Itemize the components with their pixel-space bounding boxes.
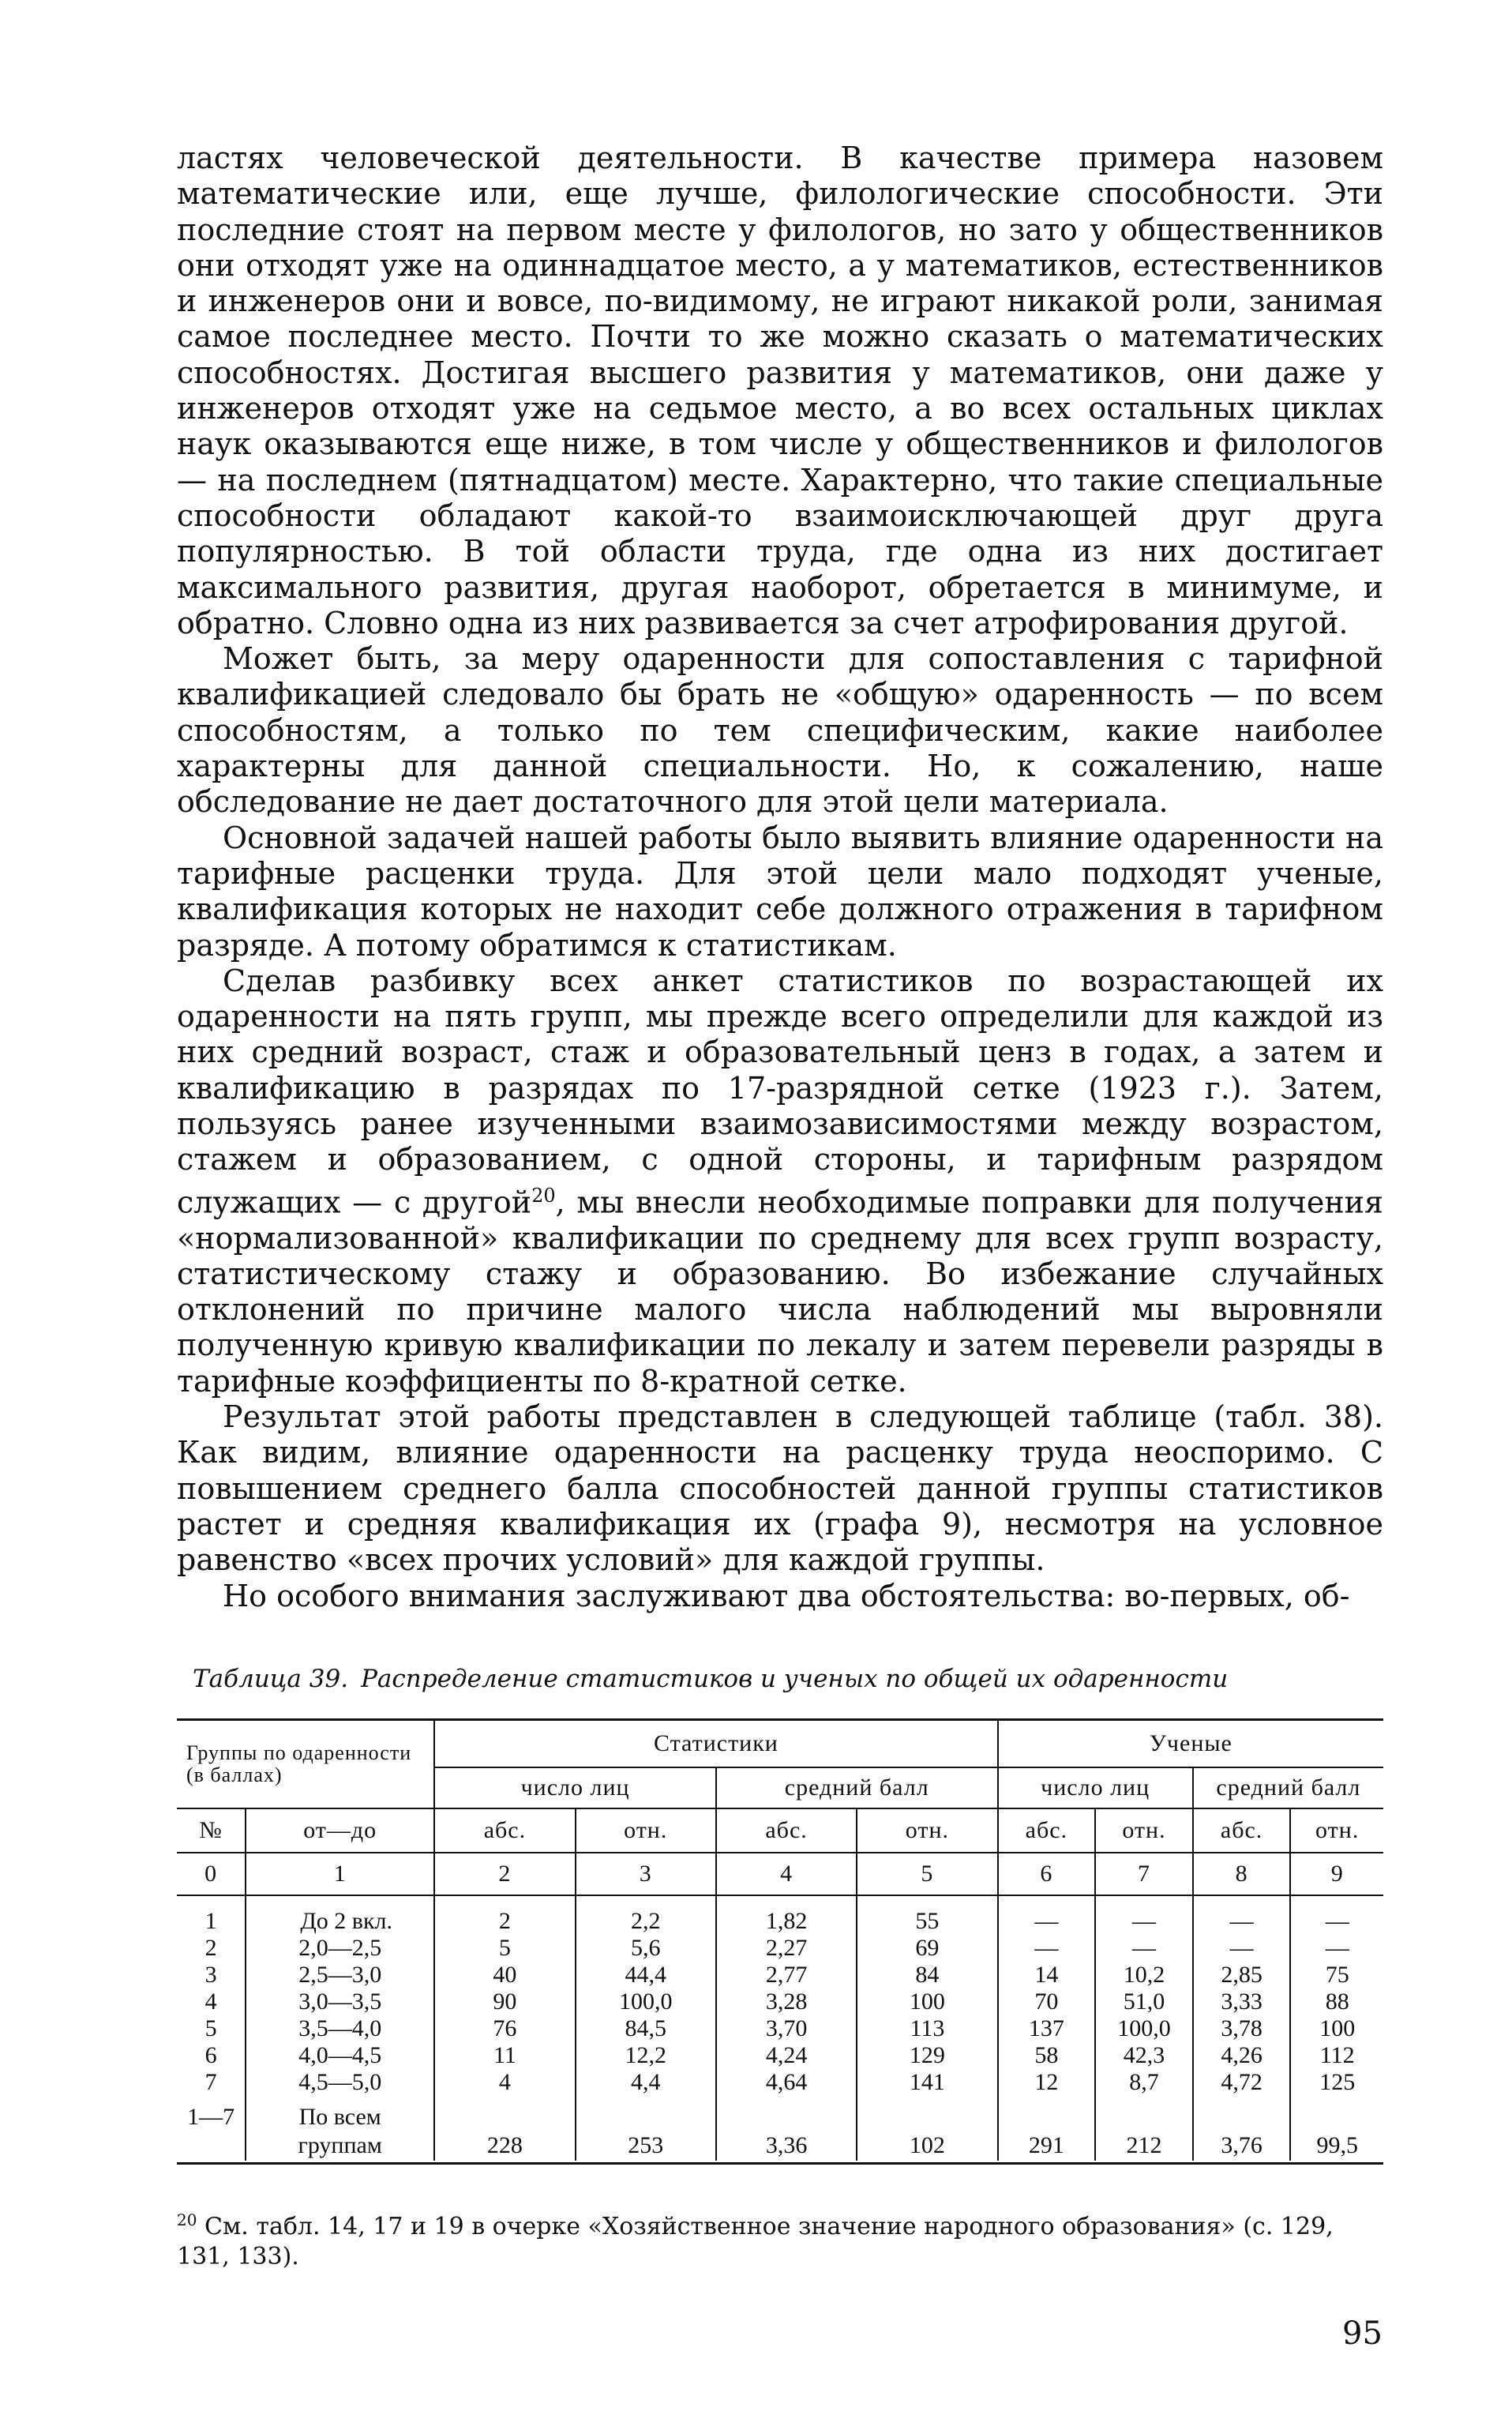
table-cell: 4,0—4,5 xyxy=(246,2042,434,2069)
header-abs: абс. xyxy=(1193,1808,1291,1853)
header-rel: отн. xyxy=(1290,1808,1383,1853)
column-number: 6 xyxy=(998,1853,1096,1895)
total-label: группам xyxy=(246,2131,434,2161)
column-number: 9 xyxy=(1290,1853,1383,1895)
table-row-total xyxy=(177,2096,1383,2131)
table-cell: 253 xyxy=(576,2131,716,2161)
table-cell: 3,78 xyxy=(1193,2015,1291,2042)
table-cell: 291 xyxy=(998,2131,1096,2161)
header-avg: средний балл xyxy=(1193,1767,1383,1808)
table-row xyxy=(177,1962,1383,1988)
column-number: 7 xyxy=(1095,1853,1193,1895)
paragraph: ластях человеческой деятельности. В качестве примера назовем математические или, еще лучше, филологические способности. Эти последние стоят на первом месте у филологов, но зато у общественников они отходят уже на одиннадцатое место, а у математиков, естественников и инженеров они и вовсе, по-видимому, не играют никакой роли, занимая самое последнее место. Почти то же можно сказать о математических способностях. Достигая высшего развития у математиков, они даже у инженеров отходят уже на седьмое место, а во всех остальных циклах наук оказываются еще ниже, в том числе у общественников и филологов — на последнем (пятнадцатом) месте. Характерно, что такие специальные способности обладают какой-то взаимоисключающей друг друга популярностью. В той области труда, где одна из них достигает максимального развития, другая наоборот, обретается в минимуме, и обратно. Словно одна из них развивается за счет атрофирования другой. xyxy=(177,141,1383,640)
table-cell: 4,4 xyxy=(576,2069,716,2096)
table-cell: — xyxy=(1325,1934,1349,1961)
table-cell: 88 xyxy=(1325,1988,1349,2015)
table-cell: 8,7 xyxy=(1095,2069,1193,2096)
table-cell: 1 xyxy=(177,1908,246,1935)
table-cell: 5,6 xyxy=(576,1935,716,1962)
table-cell: 76 xyxy=(434,2015,575,2042)
table-cell: 212 xyxy=(1095,2131,1193,2161)
table-cell: 44,4 xyxy=(576,1962,716,1988)
header-count: число лиц xyxy=(434,1767,716,1808)
table-cell: 100 xyxy=(1319,2015,1356,2041)
header-statisticians: Статистики xyxy=(434,1720,997,1767)
table-cell: 5 xyxy=(177,2015,246,2042)
table-cell: 2,5—3,0 xyxy=(246,1962,434,1988)
table-cell: 102 xyxy=(857,2131,997,2161)
table-cell: 2,27 xyxy=(716,1935,857,1962)
paragraph-text: Сделав разбивку всех анкет статистиков по возрастающей их одаренности на пять групп, мы прежде всего определили для каждой из них средний возраст, стаж и образовательный ценз в годах, а затем и квалификацию в разрядах по 17-разрядной сетке (1923 г.). Затем, пользуясь ранее изученными взаимозависимостями между возрастом, стажем и образованием, с одной стороны, и тарифным разрядом служащих — с другой xyxy=(177,963,1383,1220)
header-abs: абс. xyxy=(434,1808,575,1853)
footnote xyxy=(177,2205,1383,2272)
table-cell: 3,70 xyxy=(716,2015,857,2042)
table-cell: — xyxy=(1193,1935,1291,1962)
table-cell: 3 xyxy=(177,1962,246,1988)
table-cell: — xyxy=(1193,1908,1291,1935)
header-scientists: Ученые xyxy=(998,1720,1383,1767)
table-cell: 99,5 xyxy=(1316,2131,1358,2158)
table-cell: 7 xyxy=(177,2069,246,2096)
table-cell: 2 xyxy=(177,1935,246,1962)
table-row-total xyxy=(177,2131,1383,2161)
paragraph: Но особого внимания заслуживают два обстоятельства: во-первых, об- xyxy=(223,1578,1350,1613)
table-cell: 4 xyxy=(434,2069,575,2096)
table-cell: 51,0 xyxy=(1095,1988,1193,2015)
table-body xyxy=(177,1895,1383,2164)
table-cell: 4 xyxy=(177,1988,246,2015)
table-row xyxy=(177,2069,1383,2096)
paragraph-text: , мы внесли необходимые поправки для получения «нормализованной» квалификации по среднему для всех групп возрасту, статистическому стажу и образованию. Во избежание случайных отклонений по причине малого числа наблюдений мы выровняли полученную кривую квалификации по лекалу и затем перевели разряды в тарифные коэффициенты по 8-кратной сетке. xyxy=(177,1185,1383,1399)
table-cell: 40 xyxy=(434,1962,575,1988)
paragraph: Основной задачей нашей работы было выявить влияние одаренности на тарифные расценки труда. Для этой цели мало подходят ученые, квалификация которых не находит себе должного отражения в тарифном разряде. А потому обратимся к статистикам. xyxy=(177,820,1383,963)
header-count: число лиц xyxy=(998,1767,1193,1808)
table-row xyxy=(177,1908,1383,1935)
table-cell: 12,2 xyxy=(576,2042,716,2069)
table-cell: 55 xyxy=(857,1908,997,1935)
footnote-mark: 20 xyxy=(177,2210,197,2229)
footnote-ref: 20 xyxy=(531,1184,556,1207)
table-cell: 100,0 xyxy=(576,1988,716,2015)
header-groups: Группы по одаренности (в баллах) xyxy=(177,1720,434,1808)
table-cell: 4,5—5,0 xyxy=(246,2069,434,2096)
table-cell: 137 xyxy=(998,2015,1096,2042)
header-rel: отн. xyxy=(1095,1808,1193,1853)
header-range: от—до xyxy=(246,1808,434,1853)
table-cell: 100 xyxy=(857,1988,997,2015)
table-cell: 3,33 xyxy=(1193,1988,1291,2015)
paragraph xyxy=(177,963,1383,1399)
table-caption xyxy=(193,1665,1377,1693)
table-cell: — xyxy=(1095,1908,1193,1935)
table-cell: 10,2 xyxy=(1095,1962,1193,1988)
table-cell: 6 xyxy=(177,2042,246,2069)
table-cell: 3,5—4,0 xyxy=(246,2015,434,2042)
column-number: 0 xyxy=(177,1853,246,1895)
table-cell: 42,3 xyxy=(1095,2042,1193,2069)
table-cell: 58 xyxy=(998,2042,1096,2069)
paragraph: Может быть, за меру одаренности для сопоставления с тарифной квалификацией следовало бы брать не «общую» одаренность — по всем способностям, а только по тем специфическим, какие наиболее характерны для данной специальности. Но, к сожалению, наше обследование не дает достаточного для этой цели материала. xyxy=(177,641,1383,820)
column-number: 5 xyxy=(857,1853,997,1895)
table-cell: 113 xyxy=(857,2015,997,2042)
page-number: 95 xyxy=(1342,2315,1383,2352)
table-cell: 75 xyxy=(1325,1961,1349,1988)
table-cell: До 2 вкл. xyxy=(246,1908,434,1935)
table-cell: 3,36 xyxy=(716,2131,857,2161)
table-cell: 112 xyxy=(1319,2041,1355,2068)
table-cell: 2 xyxy=(434,1908,575,1935)
table-cell: 100,0 xyxy=(1095,2015,1193,2042)
table-cell: — xyxy=(1095,1935,1193,1962)
table-cell: 2,0—2,5 xyxy=(246,1935,434,1962)
header-abs: абс. xyxy=(998,1808,1096,1853)
header-rel: отн. xyxy=(857,1808,997,1853)
table-cell: 4,24 xyxy=(716,2042,857,2069)
table-cell: 4,72 xyxy=(1193,2069,1291,2096)
table-caption-label: Таблица 39. xyxy=(193,1665,349,1693)
table-cell: — xyxy=(998,1908,1096,1935)
table-cell: 125 xyxy=(1319,2068,1356,2095)
table-cell: 84 xyxy=(857,1962,997,1988)
table-row xyxy=(177,2042,1383,2069)
table-caption-text: Распределение статистиков и ученых по общей их одаренности xyxy=(361,1665,1229,1693)
table-row xyxy=(177,1935,1383,1962)
table-cell: 129 xyxy=(857,2042,997,2069)
table-cell: 4,64 xyxy=(716,2069,857,2096)
paragraph: Результат этой работы представлен в следующей таблице (табл. 38). Как видим, влияние одаренности на расценку труда неоспоримо. С повышением среднего балла способностей данной группы статистиков растет и средняя квалификация их (графа 9), несмотря на условное равенство «всех прочих условий» для каждой группы. xyxy=(177,1399,1383,1578)
table-cell: 3,28 xyxy=(716,1988,857,2015)
column-number: 8 xyxy=(1193,1853,1291,1895)
table-cell: 4,26 xyxy=(1193,2042,1291,2069)
table-cell: 14 xyxy=(998,1962,1096,1988)
table-cell: 11 xyxy=(434,2042,575,2069)
table-cell: 70 xyxy=(998,1988,1096,2015)
table-cell: 141 xyxy=(857,2069,997,2096)
data-table xyxy=(177,1718,1383,2165)
table-cell: 2,2 xyxy=(576,1908,716,1935)
header-no: № xyxy=(177,1808,246,1853)
table-cell: 5 xyxy=(434,1935,575,1962)
table-row xyxy=(177,2015,1383,2042)
table-cell: 12 xyxy=(998,2069,1096,2096)
table-cell: 90 xyxy=(434,1988,575,2015)
table-cell: 69 xyxy=(857,1935,997,1962)
header-rel: отн. xyxy=(576,1808,716,1853)
table-cell: 84,5 xyxy=(576,2015,716,2042)
table-row xyxy=(177,1988,1383,2015)
footnote-text: См. табл. 14, 17 и 19 в очерке «Хозяйственное значение народного образования» (с. 129, 131, 133). xyxy=(177,2213,1334,2270)
table-cell: 2,77 xyxy=(716,1962,857,1988)
table-cell: 3,76 xyxy=(1193,2131,1291,2161)
table-cell: 2,85 xyxy=(1193,1962,1291,1988)
table-cell: 228 xyxy=(434,2131,575,2161)
main-text xyxy=(177,141,1383,1614)
header-avg: средний балл xyxy=(716,1767,998,1808)
table-cell: — xyxy=(1325,1907,1349,1934)
table-cell: — xyxy=(998,1935,1096,1962)
table-cell: 1,82 xyxy=(716,1908,857,1935)
column-number: 4 xyxy=(716,1853,857,1895)
table-cell: 3,0—3,5 xyxy=(246,1988,434,2015)
column-number: 3 xyxy=(576,1853,716,1895)
header-abs: абс. xyxy=(716,1808,857,1853)
column-number: 2 xyxy=(434,1853,575,1895)
total-label: По всем xyxy=(246,2096,434,2131)
column-number: 1 xyxy=(246,1853,434,1895)
total-label: 1—7 xyxy=(177,2096,246,2131)
